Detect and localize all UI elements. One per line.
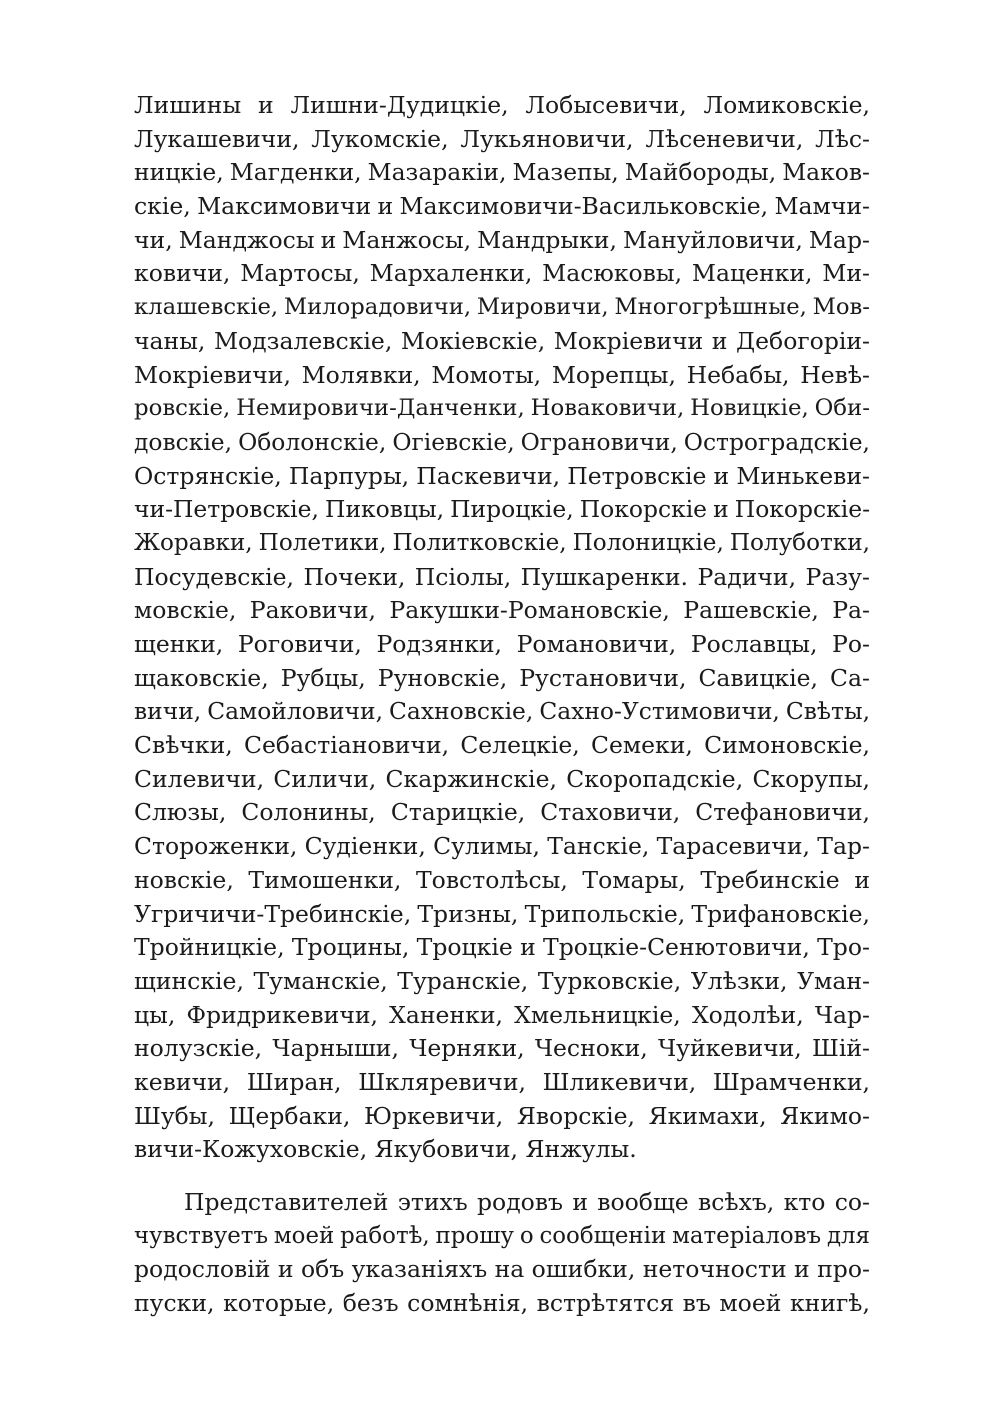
word: Рубцы, — [280, 663, 366, 692]
word: для — [826, 1222, 870, 1249]
word: и — [520, 933, 536, 962]
word: Оболонскіе, — [238, 427, 387, 456]
word: Чар- — [814, 1000, 870, 1029]
word: Майбороды, — [624, 158, 777, 187]
text-line — [134, 864, 870, 898]
word: Солонины, — [241, 798, 376, 827]
word: и — [711, 326, 728, 355]
word: Силичи, — [273, 764, 377, 793]
word: щинскіе, — [134, 966, 244, 995]
word: ошибки, — [531, 1255, 636, 1284]
word: Руновскіе, — [377, 663, 508, 692]
text-line — [134, 392, 870, 426]
word: Лѣс- — [815, 124, 870, 153]
word: новскіе, — [134, 865, 234, 894]
word: Уман- — [797, 966, 870, 995]
word: Трифановскіе, — [691, 899, 870, 928]
word: Ходолѣи, — [691, 1000, 804, 1029]
word: родовъ — [477, 1188, 564, 1216]
word: и — [713, 461, 730, 490]
word: Тимошенки, — [248, 865, 402, 894]
word: и — [320, 225, 337, 254]
word: Стефановичи, — [695, 798, 870, 827]
word: Полуботки, — [729, 529, 870, 556]
word: чи, — [134, 225, 173, 254]
text-line — [134, 460, 870, 494]
word: Новицкіе, — [690, 395, 809, 422]
word: Сахновскіе, — [389, 697, 534, 726]
word: Ограновичи, — [520, 427, 678, 456]
word: моей — [719, 1289, 782, 1318]
word: Троцкіе — [416, 933, 513, 962]
word: сообщеніи — [539, 1222, 667, 1249]
word: кевичи, — [134, 1067, 231, 1096]
word: Судіенки, — [304, 832, 426, 861]
word: ницкіе, — [134, 158, 224, 187]
word: Максимовичи-Васильковскіе, — [399, 192, 769, 221]
word: кто — [783, 1188, 826, 1216]
word: Петровскіе — [567, 461, 707, 490]
text-line — [134, 1186, 870, 1220]
line-text: вичи-Кожуховскіе, Якубовичи, Янжулы. — [134, 1135, 637, 1164]
word: Тройницкіе, — [134, 933, 285, 962]
word: Самойловичи, — [207, 697, 384, 726]
word: Шубы, — [134, 1101, 215, 1130]
text-line — [134, 123, 870, 157]
word: нолузскіе, — [134, 1034, 263, 1063]
text-line — [134, 830, 870, 864]
word: Пироцкіе, — [450, 495, 574, 524]
text-line — [134, 796, 870, 830]
word: Рославцы, — [690, 630, 818, 658]
word: Лукашевичи, — [134, 124, 300, 153]
word: Жоравки, — [134, 529, 253, 556]
word: Морепцы, — [551, 360, 676, 389]
word: Туранскіе, — [397, 966, 529, 995]
text-line — [134, 325, 870, 359]
word: со- — [834, 1188, 870, 1216]
word: Паскевичи, — [416, 461, 561, 490]
word: Товстолѣсы, — [416, 865, 568, 894]
word: ковичи, — [134, 259, 231, 288]
word: Мов- — [812, 294, 870, 321]
word: Лишины — [134, 91, 242, 119]
word: Оби- — [814, 395, 870, 422]
text-line — [134, 291, 870, 325]
word: встрѣтятся — [536, 1289, 675, 1318]
word: Тар- — [817, 832, 870, 861]
word: пуски, — [134, 1289, 215, 1318]
word: моей — [273, 1222, 335, 1249]
word: Улѣзки, — [690, 966, 788, 995]
word: всѣхъ, — [698, 1188, 775, 1216]
word: Щербаки, — [228, 1101, 351, 1130]
word: Раковичи, — [249, 596, 377, 625]
word: Силевичи, — [134, 764, 265, 793]
text-line — [134, 1287, 870, 1321]
word: Симоновскіе, — [704, 731, 870, 760]
word: Хмельницкіе, — [514, 1000, 681, 1029]
word: Остроградскіе, — [683, 427, 870, 456]
word: Пиковцы, — [325, 495, 445, 524]
word: Романовичи, — [516, 630, 677, 658]
word: Максимовичи — [197, 192, 372, 221]
word: Почеки, — [303, 562, 406, 591]
word: Мировичи, — [476, 294, 609, 321]
text-line — [134, 1100, 870, 1134]
word: Полетики, — [258, 529, 387, 556]
word: Манджосы — [178, 225, 315, 254]
word: скіе, — [134, 192, 191, 221]
word: Ломиковскіе, — [703, 91, 870, 119]
text-line — [134, 999, 870, 1033]
word: Молявки, — [301, 360, 421, 389]
word: Разу- — [805, 562, 870, 591]
word: Милорадовичи, — [283, 294, 472, 321]
word: Свѣчки, — [134, 731, 233, 760]
word: въ — [682, 1289, 711, 1318]
word: Требинскіе — [700, 865, 840, 894]
word: Ракушки-Романовскіе, — [389, 596, 670, 625]
word: Ширан, — [246, 1067, 342, 1096]
word: безъ — [342, 1289, 399, 1318]
page-text — [134, 89, 870, 1321]
text-line — [134, 763, 870, 797]
word: Чарныши, — [272, 1034, 399, 1063]
word: чувствуетъ — [134, 1222, 269, 1249]
word: Себастіановичи, — [243, 731, 450, 760]
word: указаніяхъ — [351, 1255, 488, 1284]
word: Модзалевскіе, — [213, 326, 393, 355]
word: Стаховичи, — [540, 798, 681, 827]
word: Покорскіе — [579, 495, 708, 524]
word: Мануйловичи, — [622, 225, 803, 254]
word: Сулимы, — [433, 832, 540, 861]
word: Ми- — [822, 259, 870, 288]
paragraph-request — [134, 1186, 870, 1321]
word: Ра- — [832, 596, 870, 625]
word: матеріаловъ — [672, 1222, 822, 1249]
word: Мамчи- — [774, 192, 870, 221]
text-line — [134, 1032, 870, 1066]
word: Троцины, — [291, 933, 410, 962]
text-line — [134, 89, 870, 123]
word: Угричичи-Требинскіе, — [134, 899, 412, 928]
word: Момоты, — [431, 360, 542, 389]
word: Мархаленки, — [369, 259, 533, 288]
text-line — [134, 965, 870, 999]
word: Стороженки, — [134, 832, 298, 861]
word: вообще — [597, 1188, 689, 1216]
word: Представителей — [184, 1188, 389, 1216]
word: Шрамченки, — [712, 1067, 870, 1096]
word: Пушкаренки. — [520, 562, 688, 591]
word: этихъ — [397, 1188, 468, 1216]
word: Чуйкевичи, — [657, 1034, 802, 1063]
text-line — [134, 257, 870, 291]
word: Слюзы, — [134, 798, 227, 827]
word: Савицкіе, — [698, 663, 819, 692]
word: Политковскіе, — [392, 529, 567, 556]
word: Черняки, — [409, 1034, 525, 1063]
word: Маков- — [782, 158, 870, 187]
word: Мокріевичи — [553, 326, 704, 355]
word: Тро- — [817, 933, 870, 962]
word: Полоницкіе, — [572, 529, 724, 556]
word: Парпуры, — [288, 461, 410, 490]
word: ровскіе, — [134, 395, 231, 422]
text-line — [134, 1133, 870, 1167]
word: Острянскіе, — [134, 461, 282, 490]
word: Мазаракіи, — [367, 158, 507, 187]
word: Тризны, — [417, 899, 519, 928]
word: чи-Петровскіе, — [134, 495, 319, 524]
text-line — [134, 224, 870, 258]
word: и — [277, 1255, 294, 1284]
word: цы, — [134, 1000, 176, 1029]
word: Танскіе, — [547, 832, 650, 861]
word: объ — [300, 1255, 345, 1284]
word: мовскіе, — [134, 596, 237, 625]
text-line — [134, 729, 870, 763]
word: Радичи, — [697, 562, 797, 591]
word: чаны, — [134, 326, 206, 355]
word: Минькеви- — [736, 461, 870, 490]
paragraph-family-list — [134, 89, 870, 1167]
word: Старицкіе, — [390, 798, 526, 827]
word: Чесноки, — [534, 1034, 648, 1063]
word: Мазепы, — [512, 158, 619, 187]
text-line — [134, 426, 870, 460]
word: сомнѣнія, — [407, 1289, 529, 1318]
text-line — [134, 561, 870, 595]
word: Маценки, — [691, 259, 813, 288]
word: и — [713, 495, 729, 524]
word: щенки, — [134, 630, 224, 658]
word: Туманскіе, — [253, 966, 388, 995]
word: Новаковичи, — [530, 395, 685, 422]
text-line — [134, 628, 870, 662]
text-line — [134, 662, 870, 696]
word: родословій — [134, 1255, 271, 1284]
word: Родзянки, — [376, 630, 503, 658]
word: Скаржинскіе, — [385, 764, 557, 793]
word: Многогрѣшные, — [614, 294, 807, 321]
word: Скоропадскіе, — [566, 764, 744, 793]
word: Сахно-Устимовичи, — [539, 697, 780, 726]
text-line — [134, 156, 870, 190]
word: Фридрикевичи, — [186, 1000, 378, 1029]
word: Свѣты, — [785, 697, 870, 726]
word: Манжосы, — [342, 225, 472, 254]
word: Мар- — [808, 225, 870, 254]
word: Небабы, — [686, 360, 790, 389]
word: Юркевичи, — [363, 1101, 504, 1130]
word: Шкляревичи, — [358, 1067, 526, 1096]
text-line — [134, 1220, 870, 1254]
word: Рашевскіе, — [683, 596, 819, 625]
word: Мандрыки, — [477, 225, 617, 254]
word: Дебогоріи- — [736, 326, 870, 355]
word: довскіе, — [134, 427, 233, 456]
text-line — [134, 359, 870, 393]
word: Якимахи, — [648, 1101, 767, 1130]
word: и — [377, 192, 394, 221]
word: и — [572, 1188, 588, 1216]
word: Семеки, — [590, 731, 693, 760]
word: Томары, — [582, 865, 686, 894]
word: Мокіевскіе, — [400, 326, 546, 355]
word: Яворскіе, — [516, 1101, 635, 1130]
word: щаковскіе, — [134, 663, 269, 692]
word: Роговичи, — [237, 630, 362, 658]
text-line — [134, 931, 870, 965]
word: Шликевичи, — [542, 1067, 697, 1096]
word: Масюковы, — [542, 259, 683, 288]
word: вичи, — [134, 697, 202, 726]
word: Ро- — [832, 630, 870, 658]
word: неточности — [642, 1255, 787, 1284]
word: и — [794, 1255, 810, 1284]
word: прошу — [435, 1222, 514, 1249]
text-line — [134, 1066, 870, 1100]
word: Селецкіе, — [460, 731, 580, 760]
text-line — [134, 527, 870, 561]
word: Якимо- — [780, 1101, 870, 1130]
word: Магденки, — [229, 158, 362, 187]
text-line — [134, 190, 870, 224]
text-line — [134, 1253, 870, 1287]
text-line — [134, 594, 870, 628]
text-line — [134, 695, 870, 729]
word: Са- — [830, 663, 870, 692]
word: Невѣ- — [800, 360, 870, 389]
word: Лукомскіе, — [311, 124, 449, 153]
word: Немировичи-Данченки, — [236, 395, 525, 422]
word: Трипольскіе, — [524, 899, 686, 928]
word: Турковскіе, — [537, 966, 682, 995]
word: Мокріевичи, — [134, 360, 291, 389]
word: книгѣ, — [789, 1289, 870, 1318]
word: Лѣсеневичи, — [645, 124, 804, 153]
word: работѣ, — [340, 1222, 430, 1249]
word: Лукьяновичи, — [460, 124, 634, 153]
word: клашевскіе, — [134, 294, 279, 321]
word: Огіевскіе, — [392, 427, 515, 456]
word: про- — [817, 1255, 870, 1284]
word: на — [494, 1255, 525, 1284]
word: Тарасевичи, — [656, 832, 810, 861]
word: которые, — [223, 1289, 335, 1318]
word: Шій- — [812, 1034, 870, 1063]
word: Лобысевичи, — [525, 91, 687, 119]
word: Ханенки, — [389, 1000, 503, 1029]
word: Мартосы, — [240, 259, 360, 288]
word: Троцкіе-Сенютовичи, — [543, 933, 810, 962]
word: Псіолы, — [414, 562, 512, 591]
text-line — [134, 493, 870, 527]
word: Скорупы, — [752, 764, 870, 793]
word: Лишни-Дудицкіе, — [290, 91, 509, 119]
word: Рустановичи, — [519, 663, 687, 692]
word: Покорскіе- — [734, 495, 870, 524]
word: Посудевскіе, — [134, 562, 294, 591]
word: и — [257, 91, 274, 119]
word: и — [854, 865, 870, 894]
word: о — [519, 1222, 534, 1249]
text-line — [134, 898, 870, 932]
